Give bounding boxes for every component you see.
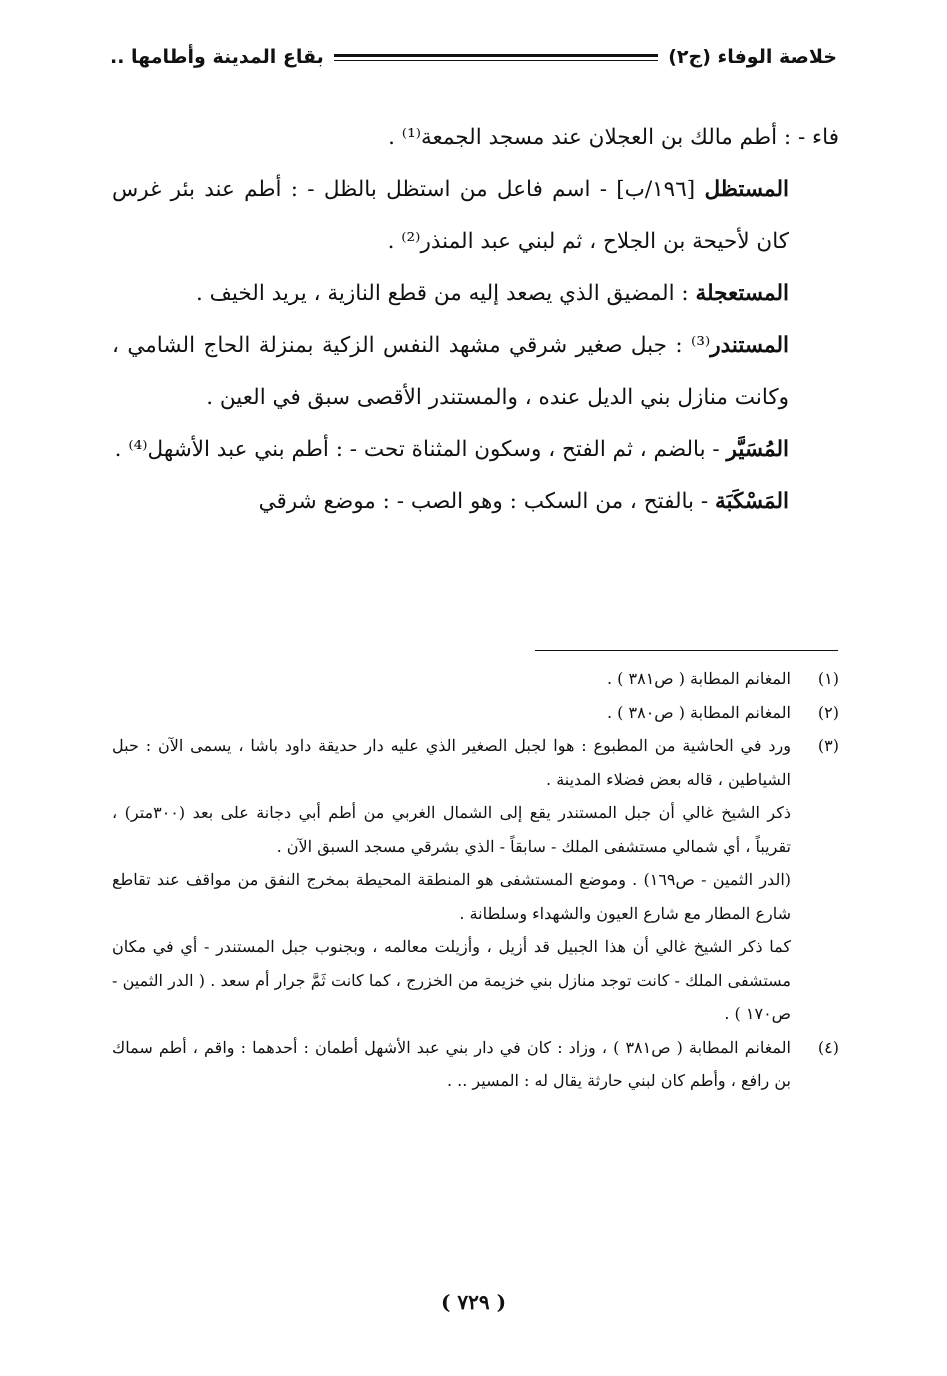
footnote-2 bbox=[112, 696, 839, 730]
entry-text: : المضيق الذي يصعد إليه من قطع النازية ، يريد الخيف . bbox=[196, 281, 696, 306]
paragraph-5 bbox=[112, 476, 839, 528]
footnote-number: (٣) bbox=[817, 736, 839, 755]
footnote-text: المغانم المطابة ( ص٣٨١ ) ، وزاد : كان في دار بني عبد الأشهل أطمان : أحدهما : واقم ، أطم سماك بن رافع ، وأطم كان لبني حارثة يقال له : المسير .. . bbox=[112, 1037, 791, 1090]
main-text bbox=[112, 112, 839, 528]
paragraph-1 bbox=[112, 164, 839, 268]
entry-term: المُسَيَّر bbox=[726, 437, 789, 462]
entry-text: - بالفتح ، من السكب : وهو الصب - : موضع شرقي bbox=[258, 489, 715, 514]
page-number: ( ٧٢٩ ) bbox=[440, 1290, 507, 1314]
entry-term: المستعجلة bbox=[695, 281, 789, 306]
entry-text: - بالضم ، ثم الفتح ، وسكون المثناة تحت - : أطم بني عبد الأشهل⁽⁴⁾ . bbox=[114, 437, 727, 462]
entry-term: المستندر bbox=[710, 333, 789, 358]
footnote-text: ورد في الحاشية من المطبوع : هوا لجبل الصغير الذي عليه دار حديقة داود باشا ، يسمى الآن : حبل الشياطين ، قاله بعض فضلاء المدينة . bbox=[112, 736, 791, 789]
footnote-3-continuation: (الدر الثمين - ص١٦٩) . وموضع المستشفى هو المنطقة المحيطة بمخرج النفق من مواقف عند تقاطع شارع المطار مع شارع العيون والشهداء وسلطانة . bbox=[112, 870, 792, 923]
entry-text: فاء - : أطم مالك بن العجلان عند مسجد الجمعة⁽¹⁾ . bbox=[388, 125, 839, 150]
footnote-text: المغانم المطابة ( ص٣٨٠ ) . bbox=[607, 702, 791, 722]
footnote-number: (٤) bbox=[817, 1037, 839, 1057]
paragraph-2 bbox=[112, 268, 839, 320]
header-chapter-title: بقاع المدينة وأطامها .. bbox=[110, 46, 324, 68]
paragraph-3 bbox=[112, 320, 839, 424]
paragraph-0 bbox=[112, 112, 839, 164]
header-book-title: خلاصة الوفاء (ج٢) bbox=[668, 46, 837, 68]
footnote-4 bbox=[112, 1031, 839, 1098]
footnote-number: (١) bbox=[817, 669, 839, 688]
entry-term: المَسْكَبَة bbox=[714, 489, 789, 514]
running-header bbox=[110, 40, 837, 74]
footnote-text: المغانم المطابة ( ص٣٨١ ) . bbox=[607, 669, 791, 688]
entry-term: المستظل bbox=[704, 177, 789, 202]
footnote-separator bbox=[535, 650, 838, 651]
header-rule bbox=[334, 54, 658, 61]
footnote-3-continuation: ذكر الشيخ غالي أن جبل المستندر يقع إلى الشمال الغربي من أطم أبي دجانة على بعد (٣٠٠متر) ، تقريباً ، أي شمالي مستشفى الملك - سابقاً - الذي بشرقي مسجد السبق الآن . bbox=[112, 803, 792, 856]
footnote-3-continuation: كما ذكر الشيخ غالي أن هذا الجبيل قد أزيل ، وأزيلت معالمه ، وبجنوب جبل المستندر - أي في مكان مستشفى الملك - كانت توجد منازل بني خزيمة من الخزرج ، كما كانت ثَمَّ جرار أم سعد . ( الدر الثمين - ص١٧٠ ) . bbox=[112, 937, 791, 1023]
footnote-1 bbox=[112, 662, 839, 696]
paragraph-4 bbox=[112, 424, 839, 476]
footnote-number: (٢) bbox=[817, 702, 839, 722]
footnotes bbox=[112, 662, 839, 1098]
footnote-3 bbox=[112, 729, 839, 796]
entry-text: [١٩٦/ب] - اسم فاعل من استظل بالظل - : أطم عند بئر غرس كان لأحيحة بن الجلاح ، ثم لبني عبد المنذر⁽²⁾ . bbox=[112, 177, 789, 254]
entry-text: ⁽³⁾ : جبل صغير شرقي مشهد النفس الزكية بمنزلة الحاج الشامي ، وكانت منازل بني الديل عنده ، والمستندر الأقصى سبق في العين . bbox=[112, 333, 789, 410]
